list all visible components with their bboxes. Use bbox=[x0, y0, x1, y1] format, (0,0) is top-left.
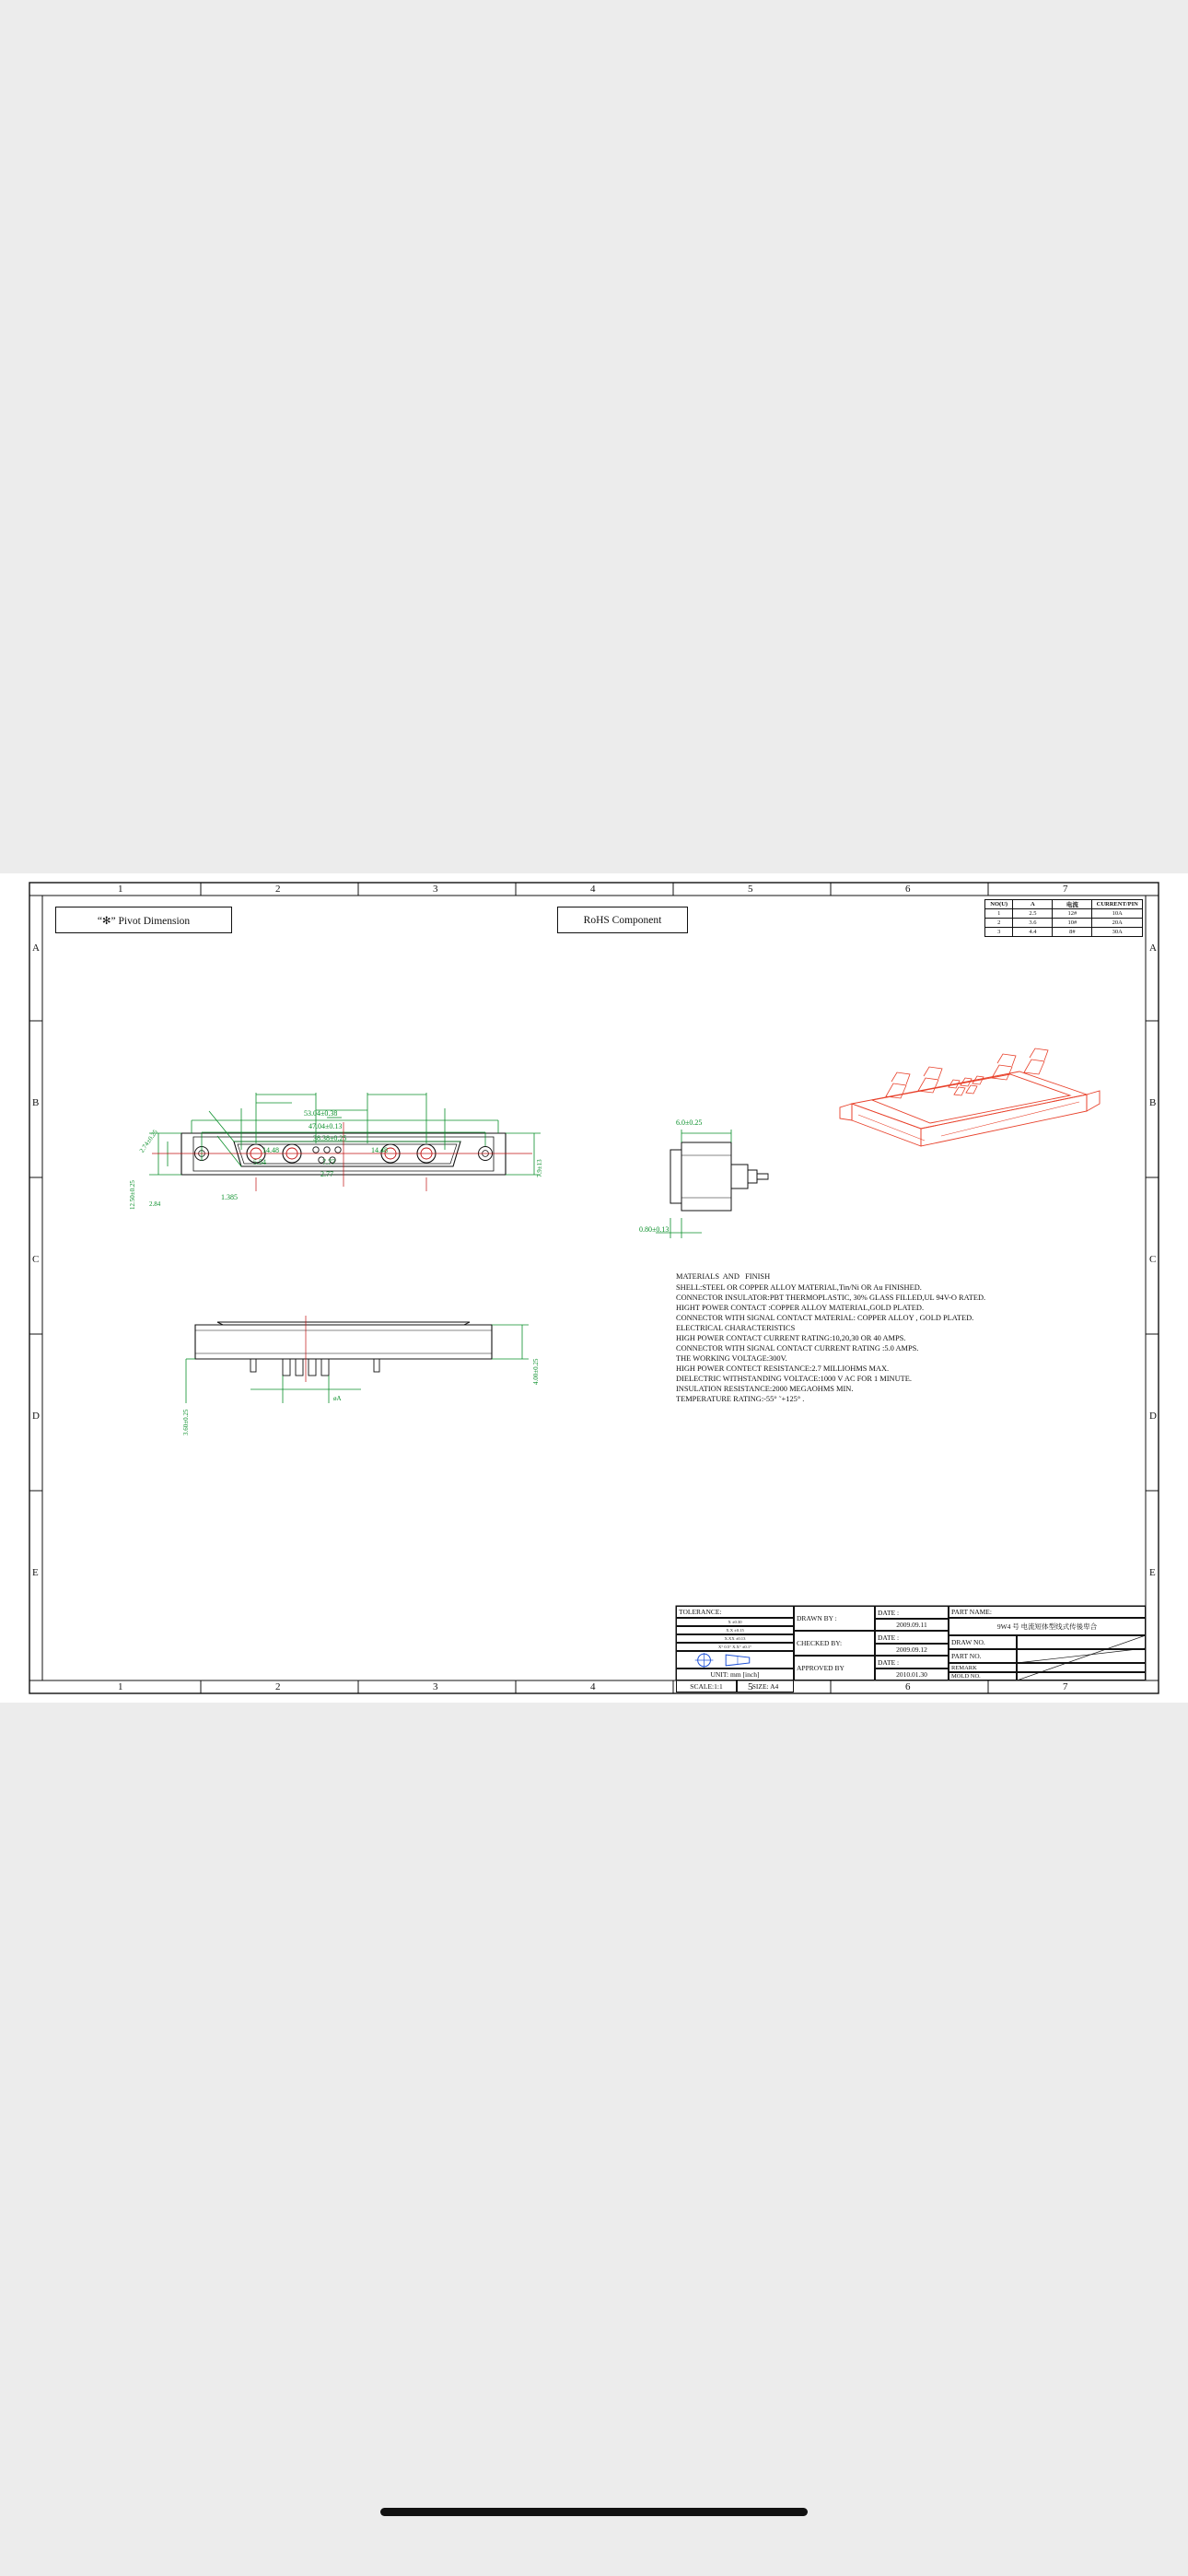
unit-label: UNIT: mm [inch] bbox=[676, 1669, 794, 1680]
cell-pin-1: 10A bbox=[1092, 909, 1143, 919]
notes-line-5: ELECTRICAL CHARACTERISTICS bbox=[676, 1324, 796, 1332]
row-label-d-left: D bbox=[32, 1411, 40, 1422]
th-a: A bbox=[1013, 900, 1053, 909]
notes-line-10: DIELECTRIC WITHSTANDING VOLTACE:1000 V AC FOR 1 MINUTE. bbox=[676, 1375, 912, 1383]
dim-5-54: 5.54 bbox=[253, 1158, 266, 1166]
dim-3-60: 3.60±0.25 bbox=[182, 1409, 190, 1435]
table-row bbox=[985, 909, 1143, 919]
col-label-1-top: 1 bbox=[118, 884, 123, 895]
cell-a-2: 3.6 bbox=[1013, 919, 1053, 928]
row-label-c-right: C bbox=[1149, 1254, 1157, 1265]
dim-2-84: 2.84 bbox=[149, 1200, 161, 1208]
projection-symbol-cell bbox=[676, 1651, 794, 1669]
table-row bbox=[985, 928, 1143, 937]
date-label-approved: DATE : bbox=[875, 1656, 949, 1669]
drawing-canvas bbox=[20, 873, 1168, 1703]
table-row bbox=[985, 919, 1143, 928]
col-label-4-top: 4 bbox=[590, 884, 596, 895]
tolerance-row-4: X° 0.5° X.X° ±0.1° bbox=[676, 1643, 794, 1651]
notes-line-9: HIGH POWER CONTECT RESISTANCE:2.7 MILLIOHMS MAX. bbox=[676, 1364, 890, 1373]
dim-47-04: 47.04±0.13 bbox=[309, 1122, 343, 1130]
notes-line-11: INSULATION RESISTANCE:2000 MEGAOHMS MIN. bbox=[676, 1385, 854, 1393]
tolerance-row-3: X.XX ±0.13 bbox=[676, 1634, 794, 1643]
col-label-2-top: 2 bbox=[275, 884, 281, 895]
pivot-dimension-note: “✻” Pivot Dimension bbox=[55, 907, 232, 933]
cell-no-2: 2 bbox=[985, 919, 1013, 928]
home-indicator bbox=[380, 2508, 808, 2516]
row-label-e-right: E bbox=[1149, 1567, 1156, 1578]
row-label-b-left: B bbox=[32, 1097, 40, 1108]
notes-line-8: THE WORKING VOLTAGE:300V. bbox=[676, 1354, 787, 1363]
row-label-a-left: A bbox=[32, 943, 40, 954]
date-value-drawn: 2009.09.11 bbox=[875, 1619, 949, 1631]
col-label-7-top: 7 bbox=[1063, 884, 1068, 895]
table-header-row bbox=[985, 900, 1143, 909]
dim-7-9: 7.9±13 bbox=[536, 1159, 543, 1177]
approved-by-label: APPROVED BY bbox=[794, 1656, 875, 1680]
row-label-a-right: A bbox=[1149, 943, 1157, 954]
col-label-5-bottom: 5 bbox=[748, 1681, 753, 1692]
dim-2-77: 2.77 bbox=[320, 1170, 333, 1178]
th-current-pin: CURRENT/PIN bbox=[1092, 900, 1143, 909]
col-label-6-bottom: 6 bbox=[905, 1681, 911, 1692]
cell-cur-2: 10# bbox=[1053, 919, 1092, 928]
rohs-component-badge: RoHS Component bbox=[557, 907, 688, 933]
cell-a-3: 4.4 bbox=[1013, 928, 1053, 937]
current-rating-table bbox=[984, 899, 1143, 937]
row-label-b-right: B bbox=[1149, 1097, 1157, 1108]
top-letterbox bbox=[0, 0, 1188, 873]
th-current: 电流 bbox=[1053, 900, 1092, 909]
dim-7-77: 7.77 bbox=[322, 1158, 335, 1166]
drawn-by-label: DRAWN BY : bbox=[794, 1606, 875, 1631]
draw-no-label: DRAW NO. bbox=[949, 1635, 1017, 1649]
notes-title: MATERIALS AND FINISH bbox=[676, 1272, 771, 1281]
size-label: SIZE: A4 bbox=[737, 1680, 794, 1692]
row-label-d-right: D bbox=[1149, 1411, 1157, 1422]
front-view-drawing bbox=[186, 1316, 529, 1403]
col-label-7-bottom: 7 bbox=[1063, 1681, 1068, 1692]
notes-line-2: CONNECTOR INSULATOR:PBT THERMOPLASTIC, 30% GLASS FILLED,UL 94V-O RATED. bbox=[676, 1294, 986, 1302]
dim-dia-a: øA bbox=[333, 1395, 342, 1402]
dim-1-385: 1.385 bbox=[221, 1193, 238, 1201]
dim-6-0: 6.0±0.25 bbox=[676, 1118, 703, 1127]
remark-label: REMARK bbox=[949, 1663, 1017, 1672]
dim-38-38: 38.38±0.25 bbox=[313, 1134, 347, 1142]
part-no-label: PART NO. bbox=[949, 1649, 1017, 1663]
checked-by-label: CHECKED BY: bbox=[794, 1631, 875, 1656]
tolerance-row-2: X.X ±0.15 bbox=[676, 1626, 794, 1634]
date-value-approved: 2010.01.30 bbox=[875, 1669, 949, 1680]
tolerance-row-1: X ±0.30 bbox=[676, 1618, 794, 1626]
dim-53-04: 53.04±0.38 bbox=[304, 1109, 338, 1118]
cell-no-1: 1 bbox=[985, 909, 1013, 919]
th-no: NO(U) bbox=[985, 900, 1013, 909]
cell-cur-3: 8# bbox=[1053, 928, 1092, 937]
cell-a-1: 2.5 bbox=[1013, 909, 1053, 919]
col-label-3-top: 3 bbox=[433, 884, 438, 895]
dim-0-80: 0.80±0.13 bbox=[639, 1225, 670, 1234]
dim-14-48-right: 14.48 bbox=[371, 1146, 388, 1154]
first-angle-projection-icon bbox=[679, 1652, 793, 1669]
cell-pin-2: 20A bbox=[1092, 919, 1143, 928]
side-view-drawing bbox=[656, 1130, 768, 1238]
row-label-e-left: E bbox=[32, 1567, 39, 1578]
notes-line-6: HIGH POWER CONTACT CURRENT RATING:10,20,30 OR 40 AMPS. bbox=[676, 1334, 906, 1342]
dim-14-48-left: 14.48 bbox=[262, 1146, 279, 1154]
dim-12-50: 12.50±0.25 bbox=[129, 1180, 136, 1210]
row-label-c-left: C bbox=[32, 1254, 40, 1265]
dim-2-74: 2.74±0.25 bbox=[138, 1128, 159, 1154]
empty-cells-strike bbox=[1017, 1635, 1146, 1680]
mold-no-label: MOLD NO. bbox=[949, 1672, 1017, 1680]
notes-line-1: SHELL:STEEL OR COPPER ALLOY MATERIAL,Tin/Ni OR Au FINISHED. bbox=[676, 1283, 922, 1292]
col-label-5-top: 5 bbox=[748, 884, 753, 895]
tolerance-label: TOLERANCE: bbox=[676, 1606, 794, 1618]
bottom-letterbox bbox=[0, 1703, 1188, 2576]
part-name-value: 9W4 号 电流短体型线式传後卑合 bbox=[949, 1618, 1146, 1635]
date-label-drawn: DATE : bbox=[875, 1606, 949, 1619]
notes-line-7: CONNECTOR WITH SIGNAL CONTACT CURRENT RATING :5.0 AMPS. bbox=[676, 1344, 919, 1352]
technical-drawing-sheet[interactable] bbox=[20, 873, 1168, 1703]
cell-no-3: 3 bbox=[985, 928, 1013, 937]
cell-pin-3: 30A bbox=[1092, 928, 1143, 937]
part-name-label: PART NAME: bbox=[949, 1606, 1146, 1618]
date-label-checked: DATE : bbox=[875, 1631, 949, 1644]
col-label-3-bottom: 3 bbox=[433, 1681, 438, 1692]
notes-line-12: TEMPERATURE RATING:-55° ˜+125° . bbox=[676, 1395, 805, 1403]
col-label-4-bottom: 4 bbox=[590, 1681, 596, 1692]
col-label-1-bottom: 1 bbox=[118, 1681, 123, 1692]
scale-label: SCALE:1:1 bbox=[676, 1680, 737, 1692]
date-value-checked: 2009.09.12 bbox=[875, 1644, 949, 1656]
notes-line-3: HIGHT POWER CONTACT :COPPER ALLOY MATERIAL,GOLD PLATED. bbox=[676, 1304, 925, 1312]
notes-line-4: CONNECTOR WITH SIGNAL CONTACT MATERIAL: COPPER ALLOY , GOLD PLATED. bbox=[676, 1314, 974, 1322]
cell-cur-1: 12# bbox=[1053, 909, 1092, 919]
col-label-2-bottom: 2 bbox=[275, 1681, 281, 1692]
col-label-6-top: 6 bbox=[905, 884, 911, 895]
dim-4-00: 4.00±0.25 bbox=[532, 1358, 540, 1385]
